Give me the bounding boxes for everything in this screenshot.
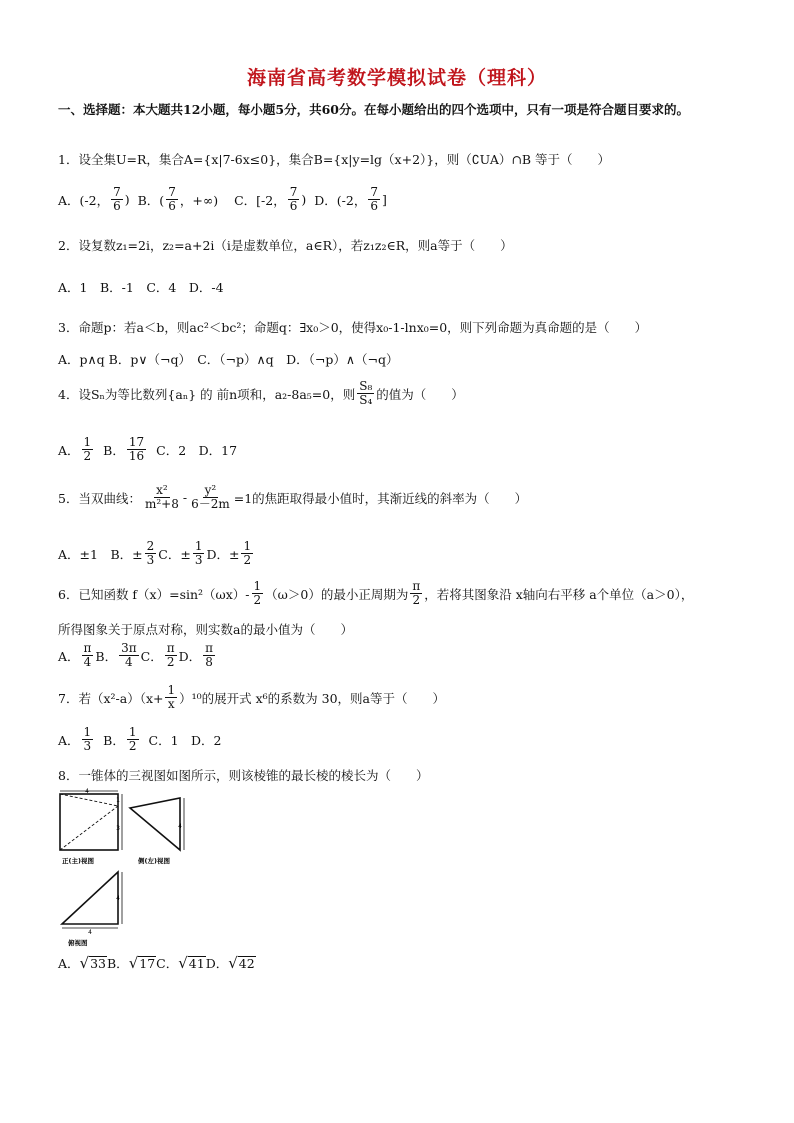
fraction: $\frac{\text{S₈}}{\text{S₄}}$	[359, 379, 373, 407]
fraction: $\frac{\pi}{8}$	[205, 641, 214, 669]
fraction: $\frac{1}{x}$	[167, 683, 176, 711]
fraction: $\frac{1}{2}$	[253, 579, 262, 607]
section-intro: 一、选择题：本大题共12小题，每小题5分，共60分。在每小题给出的四个选项中，只有一项是符合题目要求的。	[58, 102, 689, 117]
front-view-dashed-edge	[60, 806, 118, 850]
square-root: √ 33	[79, 954, 106, 972]
fraction: $\frac{2}{3}$	[146, 539, 155, 567]
front-view-label: 正(主)视图	[62, 857, 94, 865]
square-root: √ 41	[178, 954, 205, 972]
dimension-label: 4	[88, 929, 92, 936]
square-root: √ 42	[228, 954, 255, 972]
fraction: $\frac{\text{y²}}{6-2m}$	[191, 483, 230, 511]
fraction: $\frac{1}{3}$	[194, 539, 203, 567]
question-7: 7．若（x²-a）（x+ $\frac{1}{x}$ ）¹⁰的展开式 x⁶的系数为 30，则a等于（ ）	[58, 683, 445, 711]
question-5: 5．当双曲线： $\frac{\text{x²}}{\text{m²+8}}$ - $\frac{\text{y²}}{6-2m}$ =1的焦距取得最小值时，其渐近线的斜率为（ ）	[58, 483, 528, 511]
question-1: 1．设全集U=R，集合A={x|7-6x≤0}，集合B={x|y=lg（x+2）}，则（∁UA）∩B 等于（ ）	[58, 152, 610, 167]
fraction: $\frac{3\pi}{4}$	[121, 641, 137, 669]
question-4-options: A． $\frac{1}{2}$ B． $\frac{17}{16}$ C．2 D．17	[58, 435, 238, 463]
three-view-figure	[58, 788, 188, 948]
question-8: 8．一锥体的三视图如图所示，则该棱锥的最长棱的棱长为（ ）	[58, 768, 429, 783]
fraction: $\frac{\pi}{2}$	[166, 641, 175, 669]
fraction: $\frac{1}{3}$	[83, 725, 92, 753]
question-3-options: A．p∧q B．p∨（¬q） C．（¬p）∧q D．（¬p）∧（¬q）	[58, 352, 399, 367]
question-6: 6．已知函数 f（x）=sin²（ωx）- $\frac{1}{2}$ （ω＞0）的最小正周期为 $\frac{\pi}{2}$ ，若将其图象沿 x轴向右平移 a个单位（a＞0），	[58, 579, 694, 607]
top-view-triangle	[62, 872, 118, 924]
front-view-square	[60, 794, 118, 850]
fraction: $\frac{7}{6}$	[370, 185, 378, 213]
dimension-label: 4	[116, 895, 120, 902]
side-view-triangle	[130, 798, 180, 850]
fraction: $\frac{\pi}{2}$	[412, 579, 421, 607]
side-view-label: 侧(左)视图	[138, 857, 170, 865]
question-8-options: A． √ 33 B． √ 17 C． √ 41 D． √ 42	[58, 954, 255, 972]
fraction: $\frac{1}{2}$	[128, 725, 137, 753]
top-view-label: 俯视图	[68, 939, 88, 947]
fraction: $\frac{1}{2}$	[243, 539, 252, 567]
question-4: 4．设Sₙ为等比数列{aₙ} 的 前n项和，a₂-8a₅=0，则 $\frac{\text{S₈}}{\text{S₄}}$ 的值为（ ）	[58, 379, 464, 407]
fraction: $\frac{1}{2}$	[83, 435, 92, 463]
question-6-continued: 所得图象关于原点对称，则实数a的最小值为（ ）	[58, 622, 353, 637]
dimension-label: 4	[85, 788, 89, 795]
question-5-options: A．±1 B．± $\frac{2}{3}$ C．± $\frac{1}{3}$ D．± $\frac{1}{2}$	[58, 539, 252, 567]
question-2-options: A．1 B．-1 C．4 D．-4	[58, 280, 224, 295]
fraction: $\frac{17}{16}$	[128, 435, 145, 463]
question-1-options: A．(-2， $\frac{7}{6}$ ) B．( $\frac{7}{6}$ ，+∞) C．[-2， $\frac{7}{6}$ ) D．(-2， $\frac{7}{6}$ ]	[58, 185, 387, 213]
question-7-options: A． $\frac{1}{3}$ B． $\frac{1}{2}$ C．1 D．2	[58, 725, 222, 753]
square-root: √ 17	[128, 954, 156, 972]
fraction: $\frac{7}{6}$	[113, 185, 121, 213]
dimension-label: 4	[178, 823, 182, 830]
fraction: $\frac{7}{6}$	[289, 185, 298, 213]
question-2: 2．设复数z₁=2i，z₂=a+2i（i是虚数单位，a∈R），若z₁z₂∈R，则a等于（ ）	[58, 238, 513, 253]
fraction: $\frac{7}{6}$	[168, 185, 176, 213]
page-title: 海南省高考数学模拟试卷（理科）	[246, 67, 547, 89]
fraction: $\frac{\pi}{4}$	[83, 641, 92, 669]
dimension-label: 3	[116, 825, 120, 832]
question-6-options: A． $\frac{\pi}{4}$ B． $\frac{3\pi}{4}$ C． $\frac{\pi}{2}$ D． $\frac{\pi}{8}$	[58, 641, 214, 669]
question-3: 3．命题p：若a＜b，则ac²＜bc²；命题q：∃x₀＞0，使得x₀-1-lnx₀=0，则下列命题为真命题的是（ ）	[58, 320, 648, 335]
front-view-dashed-edge	[60, 794, 118, 806]
fraction: $\frac{\text{x²}}{\text{m²+8}}$	[144, 483, 179, 511]
dimension-label: 1	[116, 797, 120, 804]
